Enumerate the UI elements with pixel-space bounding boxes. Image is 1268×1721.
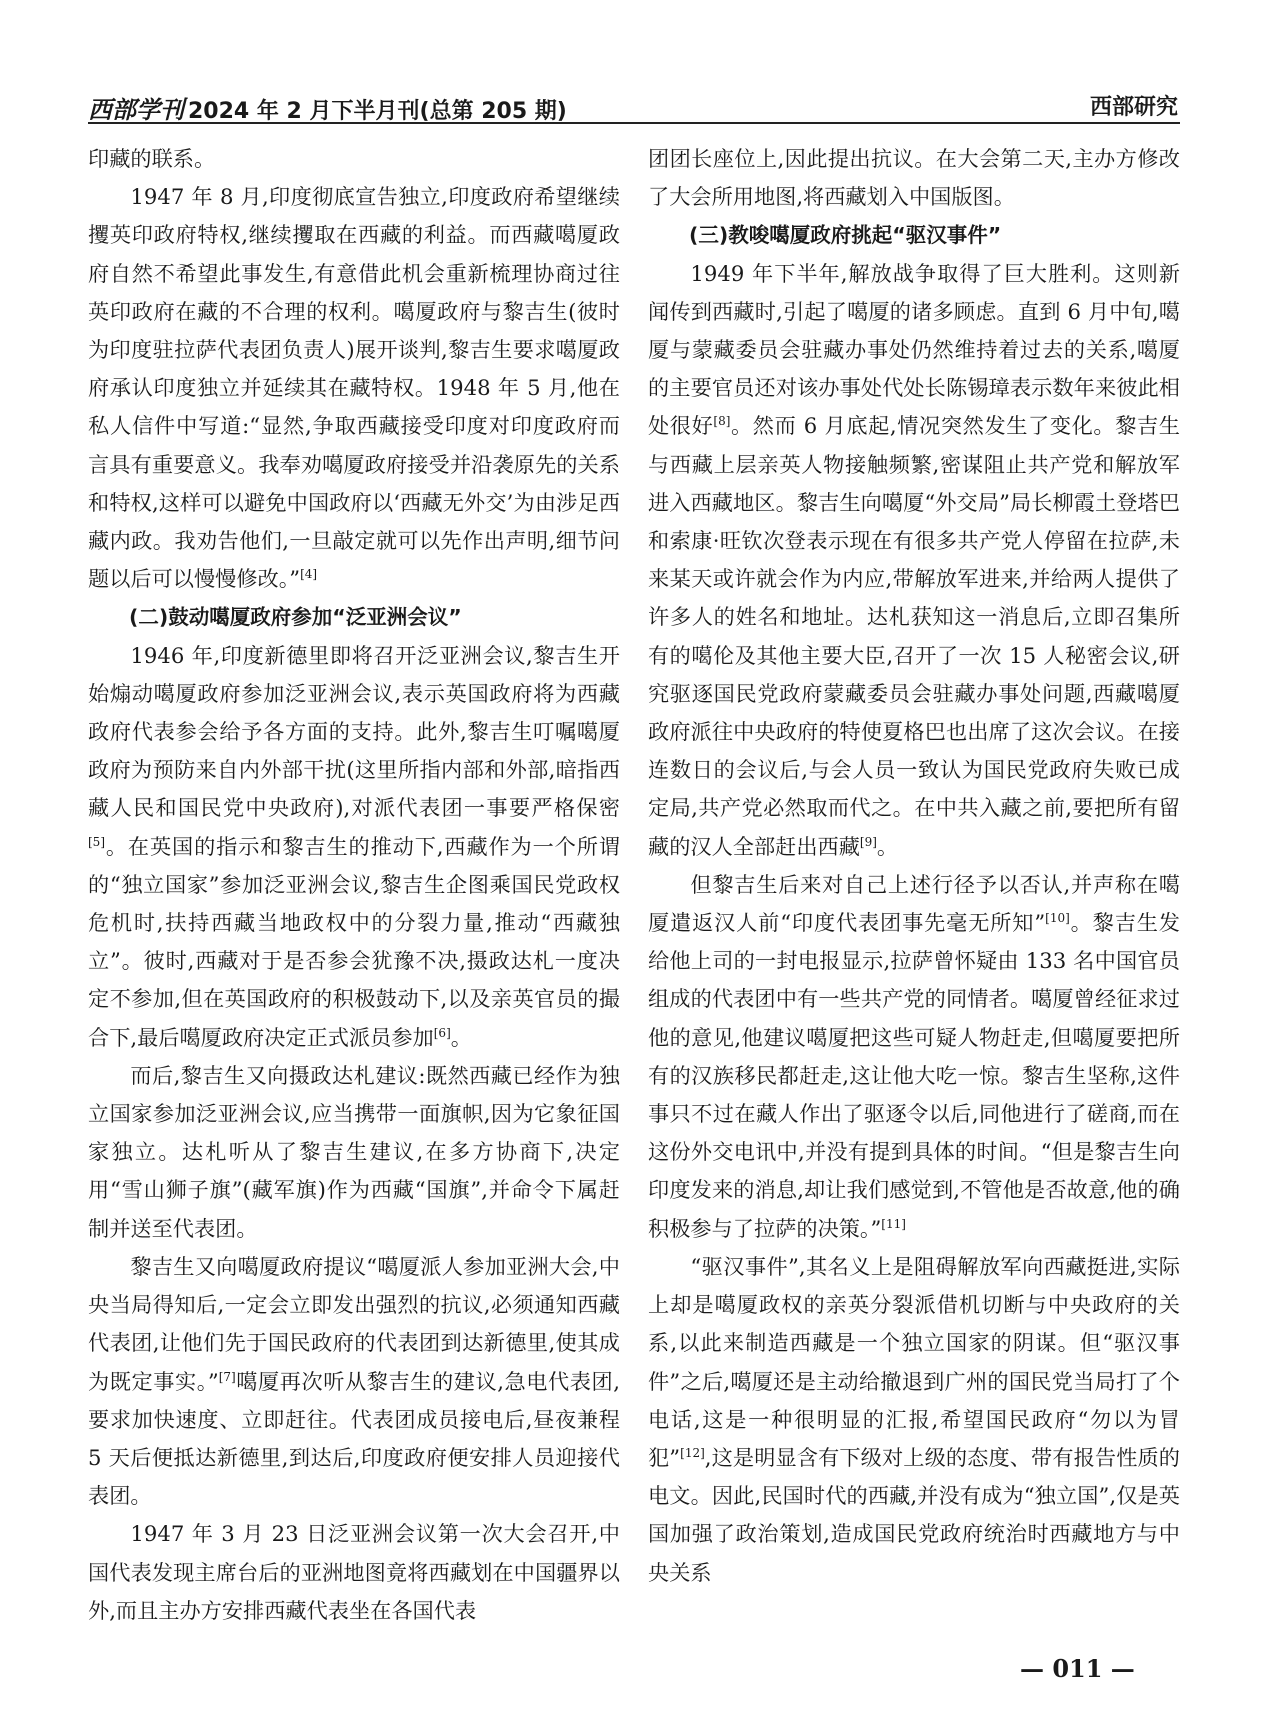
right-column bbox=[648, 140, 1180, 1592]
page-number: — 011 — bbox=[1020, 1654, 1135, 1683]
paragraph: 1946 年,印度新德里即将召开泛亚洲会议,黎吉生开始煽动噶厦政府参加泛亚洲会议,表示英国政府将为西藏政府代表参会给予各方面的支持。此外,黎吉生叮嘱噶厦政府为预防来自内外部干扰(这里所指内部和外部,暗指西藏人民和国民党中央政府),对派代表团一事要严格保密[5]。在英国的指示和黎吉生的推动下,西藏作为一个所谓的“独立国家”参加泛亚洲会议,黎吉生企图乘国民党政权危机时,扶持西藏当地政权中的分裂力量,推动“西藏独立”。彼时,西藏对于是否参会犹豫不决,摄政达札一度决定不参加,但在英国政府的积极鼓动下,以及亲英官员的撮合下,最后噶厦政府决定正式派员参加[6]。 bbox=[88, 642, 620, 1050]
citation: [10] bbox=[1045, 911, 1070, 926]
left-column bbox=[88, 140, 620, 1630]
paragraph: 1947 年 3 月 23 日泛亚洲会议第一次大会召开,中国代表发现主席台后的亚洲地图竟将西藏划在中国疆界以外,而且主办方安排西藏代表坐在各国代表 bbox=[88, 1521, 620, 1623]
citation: [6] bbox=[433, 1025, 451, 1040]
citation: [11] bbox=[881, 1216, 906, 1231]
citation: [12] bbox=[680, 1445, 705, 1460]
journal-logo: 西部学刊 bbox=[88, 95, 184, 124]
citation: [5] bbox=[88, 834, 105, 849]
section-heading: (二)鼓动噶厦政府参加“泛亚洲会议” bbox=[129, 605, 462, 630]
header-rule bbox=[88, 122, 1180, 124]
paragraph: 团团长座位上,因此提出抗议。在大会第二天,主办方修改了大会所用地图,将西藏划入中国版图。 bbox=[648, 146, 1180, 210]
paragraph: 黎吉生又向噶厦政府提议“噶厦派人参加亚洲大会,中央当局得知后,一定会立即发出强烈的抗议,必须通知西藏代表团,让他们先于国民政府的代表团到达新德里,使其成为既定事实。”[7]噶厦再次听从黎吉生的建议,急电代表团,要求加快速度、立即赶往。代表团成员接电后,昼夜兼程 5 天后便抵达新德里,到达后,印度政府便安排人员迎接代表团。 bbox=[88, 1253, 620, 1509]
paragraph: “驱汉事件”,其名义上是阻碍解放军向西藏挺进,实际上却是噶厦政权的亲英分裂派借机切断与中央政府的关系,以此来制造西藏是一个独立国家的阴谋。但“驱汉事件”之后,噶厦还是主动给撤退到广州的国民党当局打了个电话,这是一种很明显的汇报,希望国民政府“勿以为冒犯”[12],这是明显含有下级对上级的态度、带有报告性质的电文。因此,民国时代的西藏,并没有成为“独立国”,仅是英国加强了政治策划,造成国民党政府统治时西藏地方与中央关系 bbox=[648, 1253, 1180, 1585]
paragraph: 但黎吉生后来对自己上述行径予以否认,并声称在噶厦遣返汉人前“印度代表团事先毫无所知”[10]。黎吉生发给他上司的一封电报显示,拉萨曾怀疑由 133 名中国官员组成的代表团中有一些共产党的同情者。噶厦曾经征求过他的意见,他建议噶厦把这些可疑人物赶走,但噶厦要把所有的汉族移民都赶走,这让他大吃一惊。黎吉生坚称,这件事只不过在藏人作出了驱逐令以后,同他进行了磋商,而在这份外交电讯中,并没有提到具体的时间。“但是黎吉生向印度发来的消息,却让我们感觉到,不管他是否故意,他的确积极参与了拉萨的决策。”[11] bbox=[648, 871, 1180, 1241]
issue-info: 2024 年 2 月下半月刊(总第 205 期) bbox=[188, 99, 567, 124]
citation: [4] bbox=[300, 567, 318, 582]
paragraph: 1947 年 8 月,印度彻底宣告独立,印度政府希望继续攫英印政府特权,继续攫取在西藏的利益。而西藏噶厦政府自然不希望此事发生,有意借此机会重新梳理协商过往英印政府在藏的不合理的权利。噶厦政府与黎吉生(彼时为印度驻拉萨代表团负责人)展开谈判,黎吉生要求噶厦政府承认印度独立并延续其在藏特权。1948 年 5 月,他在私人信件中写道:“显然,争取西藏接受印度对印度政府而言具有重要意义。我奉劝噶厦政府接受并沿袭原先的关系和特权,这样可以避免中国政府以‘西藏无外交’为由涉足西藏内政。我劝告他们,一旦敲定就可以先作出声明,细节问题以后可以慢慢修改。”[4] bbox=[88, 184, 620, 592]
citation: [9] bbox=[859, 834, 877, 849]
page-header bbox=[88, 86, 1180, 128]
paragraph: 印藏的联系。 bbox=[88, 146, 216, 171]
paragraph: 而后,黎吉生又向摄政达札建议:既然西藏已经作为独立国家参加泛亚洲会议,应当携带一面旗帜,因为它象征国家独立。达札听从了黎吉生建议,在多方协商下,决定用“雪山狮子旗”(藏军旗)作为西藏“国旗”,并命令下属赶制并送至代表团。 bbox=[88, 1062, 620, 1241]
section-heading: (三)教唆噶厦政府挑起“驱汉事件” bbox=[689, 223, 1002, 248]
journal-info bbox=[88, 90, 567, 125]
citation: [8] bbox=[713, 414, 731, 429]
section-title: 西部研究 bbox=[1089, 95, 1178, 120]
paragraph: 1949 年下半年,解放战争取得了巨大胜利。这则新闻传到西藏时,引起了噶厦的诸多顾虑。直到 6 月中旬,噶厦与蒙藏委员会驻藏办事处仍然维持着过去的关系,噶厦的主要官员还对该办事处代处长陈锡璋表示数年来彼此相处很好[8]。然而 6 月底起,情况突然发生了变化。黎吉生与西藏上层亲英人物接触频繁,密谋阻止共产党和解放军进入西藏地区。黎吉生向噶厦“外交局”局长柳霞土登塔巴和索康·旺钦次登表示现在有很多共产党人停留在拉萨,未来某天或许就会作为内应,带解放军进来,并给两人提供了许多人的姓名和地址。达札获知这一消息后,立即召集所有的噶伦及其他主要大臣,召开了一次 15 人秘密会议,研究驱逐国民党政府蒙藏委员会驻藏办事处问题,西藏噶厦政府派往中央政府的特使夏格巴也出席了这次会议。在接连数日的会议后,与会人员一致认为国民党政府失败已成定局,共产党必然取而代之。在中共入藏之前,要把所有留藏的汉人全部赶出西藏[9]。 bbox=[648, 260, 1180, 859]
citation: [7] bbox=[218, 1369, 236, 1384]
